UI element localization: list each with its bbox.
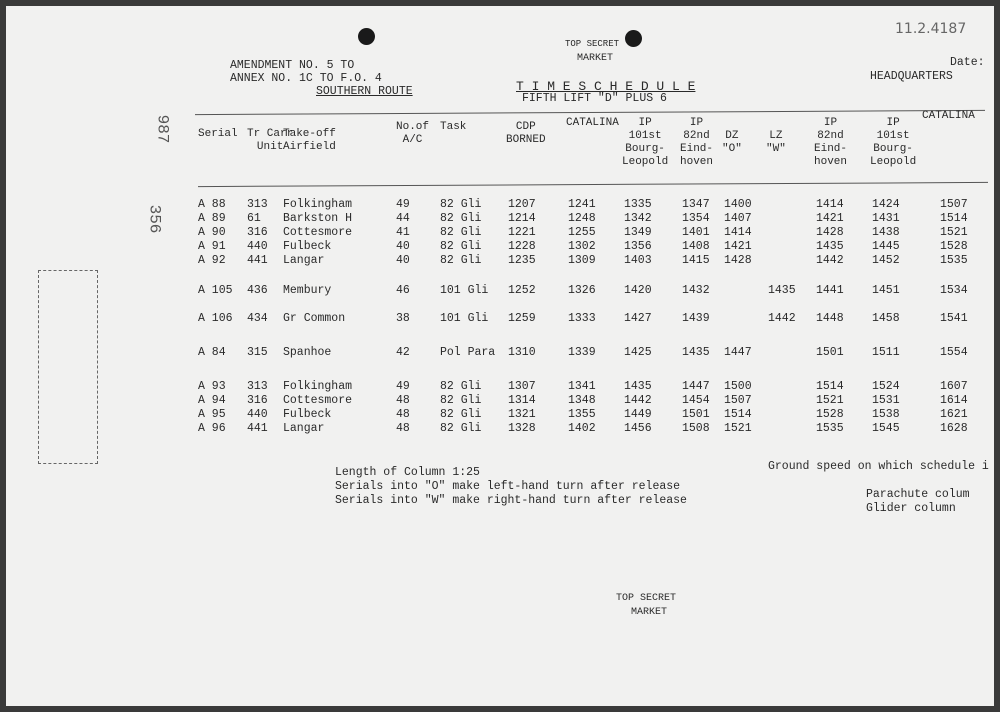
table-cell: A 94 bbox=[198, 394, 226, 407]
table-cell: 1214 bbox=[508, 212, 536, 225]
table-cell: 1347 bbox=[682, 198, 710, 211]
table-cell: 1448 bbox=[816, 312, 844, 325]
table-cell: 440 bbox=[247, 240, 268, 253]
amendment-line1: AMENDMENT NO. 5 TO bbox=[230, 59, 355, 72]
table-cell: 1458 bbox=[872, 312, 900, 325]
table-cell: 1241 bbox=[568, 198, 596, 211]
table-cell: 1501 bbox=[682, 408, 710, 421]
date-label: Date: bbox=[950, 56, 985, 69]
table-cell: 1445 bbox=[872, 240, 900, 253]
table-cell: 1524 bbox=[872, 380, 900, 393]
table-cell: 1535 bbox=[816, 422, 844, 435]
table-cell: 1534 bbox=[940, 284, 968, 297]
table-cell: Gr Common bbox=[283, 312, 346, 325]
table-cell: 1255 bbox=[568, 226, 596, 239]
column-header: No.of A/C bbox=[396, 121, 430, 146]
table-cell: 48 bbox=[396, 408, 410, 421]
margin-number: 987 bbox=[153, 114, 172, 144]
table-cell: 1248 bbox=[568, 212, 596, 225]
table-cell: 1614 bbox=[940, 394, 968, 407]
table-cell: 1314 bbox=[508, 394, 536, 407]
table-cell: 1500 bbox=[724, 380, 752, 393]
table-cell: 1421 bbox=[816, 212, 844, 225]
table-cell: 1454 bbox=[682, 394, 710, 407]
table-cell: 1435 bbox=[816, 240, 844, 253]
column-header: LZ "W" bbox=[766, 130, 786, 155]
table-cell: 1447 bbox=[682, 380, 710, 393]
column-header: IP 101st Bourg- Leopold bbox=[622, 117, 669, 168]
table-cell: 1521 bbox=[940, 226, 968, 239]
table-cell: 1349 bbox=[624, 226, 652, 239]
top-stamp: TOP SECRET bbox=[565, 39, 620, 49]
table-cell: 49 bbox=[396, 198, 410, 211]
table-cell: 1439 bbox=[682, 312, 710, 325]
table-cell: 1521 bbox=[724, 422, 752, 435]
table-cell: 1507 bbox=[940, 198, 968, 211]
document-title: T I M E S C H E D U L E bbox=[516, 79, 696, 94]
table-cell: A 90 bbox=[198, 226, 226, 239]
table-cell: 1424 bbox=[872, 198, 900, 211]
table-cell: 1428 bbox=[816, 226, 844, 239]
table-cell: 1425 bbox=[624, 346, 652, 359]
table-cell: 316 bbox=[247, 394, 268, 407]
table-cell: 1507 bbox=[724, 394, 752, 407]
table-cell: 48 bbox=[396, 394, 410, 407]
table-cell: A 88 bbox=[198, 198, 226, 211]
table-cell: 82 Gli bbox=[440, 422, 482, 435]
column-header: CATALINA bbox=[566, 117, 619, 129]
table-cell: 1432 bbox=[682, 284, 710, 297]
table-cell: 1235 bbox=[508, 254, 536, 267]
footer-stamp: TOP SECRET bbox=[616, 593, 677, 604]
column-header: IP 82nd Eind- hoven bbox=[814, 117, 848, 168]
table-cell: 82 Gli bbox=[440, 212, 482, 225]
table-cell: Barkston H bbox=[283, 212, 353, 225]
table-cell: 1538 bbox=[872, 408, 900, 421]
table-cell: A 106 bbox=[198, 312, 233, 325]
table-cell: 1514 bbox=[940, 212, 968, 225]
table-cell: 313 bbox=[247, 380, 268, 393]
table-cell: 40 bbox=[396, 240, 410, 253]
ground-speed: Ground speed on which schedule i bbox=[768, 460, 989, 473]
table-cell: 434 bbox=[247, 312, 268, 325]
table-cell: A 91 bbox=[198, 240, 226, 253]
table-cell: 1342 bbox=[624, 212, 652, 225]
table-cell: 101 Gli bbox=[440, 312, 489, 325]
table-cell: 1341 bbox=[568, 380, 596, 393]
table-cell: 1528 bbox=[816, 408, 844, 421]
table-cell: Fulbeck bbox=[283, 408, 332, 421]
table-cell: 1326 bbox=[568, 284, 596, 297]
table-cell: Cottesmore bbox=[283, 394, 353, 407]
note-w: Serials into "W" make right-hand turn after release bbox=[335, 494, 687, 507]
table-cell: 1339 bbox=[568, 346, 596, 359]
table-cell: Langar bbox=[283, 422, 325, 435]
column-header: CDP BORNED bbox=[506, 121, 546, 146]
table-cell: 1228 bbox=[508, 240, 536, 253]
table-cell: A 93 bbox=[198, 380, 226, 393]
table-cell: Folkingham bbox=[283, 198, 353, 211]
table-cell: 313 bbox=[247, 198, 268, 211]
table-cell: 1628 bbox=[940, 422, 968, 435]
route: SOUTHERN ROUTE bbox=[316, 85, 413, 98]
punch-hole bbox=[625, 30, 642, 47]
amendment-line2: ANNEX NO. 1C TO F.O. 4 bbox=[230, 72, 382, 85]
table-cell: 1514 bbox=[816, 380, 844, 393]
table-cell: 82 Gli bbox=[440, 408, 482, 421]
table-cell: 440 bbox=[247, 408, 268, 421]
document-subtitle: FIFTH LIFT "D" PLUS 6 bbox=[522, 92, 667, 105]
table-cell: 101 Gli bbox=[440, 284, 489, 297]
punch-hole bbox=[358, 28, 375, 45]
table-cell: Spanhoe bbox=[283, 346, 332, 359]
column-header: IP 82nd Eind- hoven bbox=[680, 117, 714, 168]
table-cell: 1407 bbox=[724, 212, 752, 225]
table-cell: 41 bbox=[396, 226, 410, 239]
table-cell: A 95 bbox=[198, 408, 226, 421]
table-cell: 1508 bbox=[682, 422, 710, 435]
table-cell: 82 Gli bbox=[440, 394, 482, 407]
table-cell: Pol Para bbox=[440, 346, 496, 359]
column-header: CATALINA bbox=[922, 110, 975, 122]
table-cell: 1521 bbox=[816, 394, 844, 407]
column-header: Serial bbox=[198, 128, 238, 140]
table-cell: 1535 bbox=[940, 254, 968, 267]
table-cell: 316 bbox=[247, 226, 268, 239]
note-length: Length of Column 1:25 bbox=[335, 466, 480, 479]
table-cell: A 96 bbox=[198, 422, 226, 435]
column-header: Take-off Airfield bbox=[283, 128, 336, 153]
table-cell: 1442 bbox=[816, 254, 844, 267]
table-cell: 42 bbox=[396, 346, 410, 359]
table-cell: Langar bbox=[283, 254, 325, 267]
table-cell: Fulbeck bbox=[283, 240, 332, 253]
table-cell: 1252 bbox=[508, 284, 536, 297]
table-cell: 1403 bbox=[624, 254, 652, 267]
table-cell: 44 bbox=[396, 212, 410, 225]
table-cell: 1333 bbox=[568, 312, 596, 325]
table-cell: 1541 bbox=[940, 312, 968, 325]
table-cell: 1528 bbox=[940, 240, 968, 253]
column-header: IP 101st Bourg- Leopold bbox=[870, 117, 917, 168]
table-cell: 315 bbox=[247, 346, 268, 359]
table-cell: 1402 bbox=[568, 422, 596, 435]
table-cell: 1452 bbox=[872, 254, 900, 267]
table-cell: 82 Gli bbox=[440, 240, 482, 253]
table-cell: 1415 bbox=[682, 254, 710, 267]
glider-column: Glider column bbox=[866, 502, 956, 515]
margin-number: 356 bbox=[145, 204, 164, 234]
table-cell: 1401 bbox=[682, 226, 710, 239]
table-cell: 1531 bbox=[872, 394, 900, 407]
table-cell: 48 bbox=[396, 422, 410, 435]
table-cell: A 92 bbox=[198, 254, 226, 267]
table-cell: 40 bbox=[396, 254, 410, 267]
table-cell: 38 bbox=[396, 312, 410, 325]
table-cell: 1435 bbox=[682, 346, 710, 359]
table-cell: 1307 bbox=[508, 380, 536, 393]
table-cell: 1348 bbox=[568, 394, 596, 407]
table-cell: 1501 bbox=[816, 346, 844, 359]
table-cell: 1511 bbox=[872, 346, 900, 359]
table-cell: 1451 bbox=[872, 284, 900, 297]
table-cell: 82 Gli bbox=[440, 254, 482, 267]
table-cell: 82 Gli bbox=[440, 226, 482, 239]
table-cell: 1356 bbox=[624, 240, 652, 253]
column-header: DZ "O" bbox=[722, 130, 742, 155]
table-cell: 1420 bbox=[624, 284, 652, 297]
table-cell: A 89 bbox=[198, 212, 226, 225]
table-cell: 46 bbox=[396, 284, 410, 297]
table-cell: 1554 bbox=[940, 346, 968, 359]
table-cell: 1400 bbox=[724, 198, 752, 211]
table-cell: 1309 bbox=[568, 254, 596, 267]
table-cell: 1302 bbox=[568, 240, 596, 253]
table-cell: 82 Gli bbox=[440, 198, 482, 211]
note-o: Serials into "O" make left-hand turn after release bbox=[335, 480, 681, 493]
table-cell: 82 Gli bbox=[440, 380, 482, 393]
table-cell: 1428 bbox=[724, 254, 752, 267]
table-cell: 441 bbox=[247, 254, 268, 267]
table-cell: 1456 bbox=[624, 422, 652, 435]
table-cell: 1449 bbox=[624, 408, 652, 421]
table-cell: 1545 bbox=[872, 422, 900, 435]
table-cell: 1414 bbox=[816, 198, 844, 211]
parachute-column: Parachute colum bbox=[866, 488, 970, 501]
table-cell: 1321 bbox=[508, 408, 536, 421]
table-cell: Membury bbox=[283, 284, 332, 297]
table-cell: 1621 bbox=[940, 408, 968, 421]
table-cell: 1442 bbox=[768, 312, 796, 325]
table-cell: Cottesmore bbox=[283, 226, 353, 239]
table-cell: 1259 bbox=[508, 312, 536, 325]
headquarters: HEADQUARTERS bbox=[870, 70, 953, 83]
table-cell: 1514 bbox=[724, 408, 752, 421]
table-cell: 1438 bbox=[872, 226, 900, 239]
table-cell: 1435 bbox=[624, 380, 652, 393]
table-cell: 1335 bbox=[624, 198, 652, 211]
declassified-stamp bbox=[38, 270, 98, 464]
table-cell: 1310 bbox=[508, 346, 536, 359]
table-cell: 1355 bbox=[568, 408, 596, 421]
table-cell: 1408 bbox=[682, 240, 710, 253]
table-cell: 436 bbox=[247, 284, 268, 297]
table-cell: 1207 bbox=[508, 198, 536, 211]
codename: MARKET bbox=[577, 53, 614, 64]
table-cell: 1435 bbox=[768, 284, 796, 297]
table-cell: 49 bbox=[396, 380, 410, 393]
table-cell: 1442 bbox=[624, 394, 652, 407]
table-cell: 1427 bbox=[624, 312, 652, 325]
table-cell: A 84 bbox=[198, 346, 226, 359]
footer-codename: MARKET bbox=[631, 607, 668, 618]
table-cell: Folkingham bbox=[283, 380, 353, 393]
table-cell: 1441 bbox=[816, 284, 844, 297]
table-cell: 1328 bbox=[508, 422, 536, 435]
table-cell: 441 bbox=[247, 422, 268, 435]
table-cell: 1421 bbox=[724, 240, 752, 253]
table-cell: A 105 bbox=[198, 284, 233, 297]
table-cell: 1414 bbox=[724, 226, 752, 239]
table-cell: 1431 bbox=[872, 212, 900, 225]
table-cell: 61 bbox=[247, 212, 261, 225]
table-cell: 1447 bbox=[724, 346, 752, 359]
column-header: Task bbox=[440, 121, 467, 133]
table-cell: 1354 bbox=[682, 212, 710, 225]
handwritten-ref: 11.2.4187 bbox=[895, 21, 967, 37]
table-cell: 1221 bbox=[508, 226, 536, 239]
table-cell: 1607 bbox=[940, 380, 968, 393]
column-header: Tr Carr Unit bbox=[247, 128, 294, 153]
